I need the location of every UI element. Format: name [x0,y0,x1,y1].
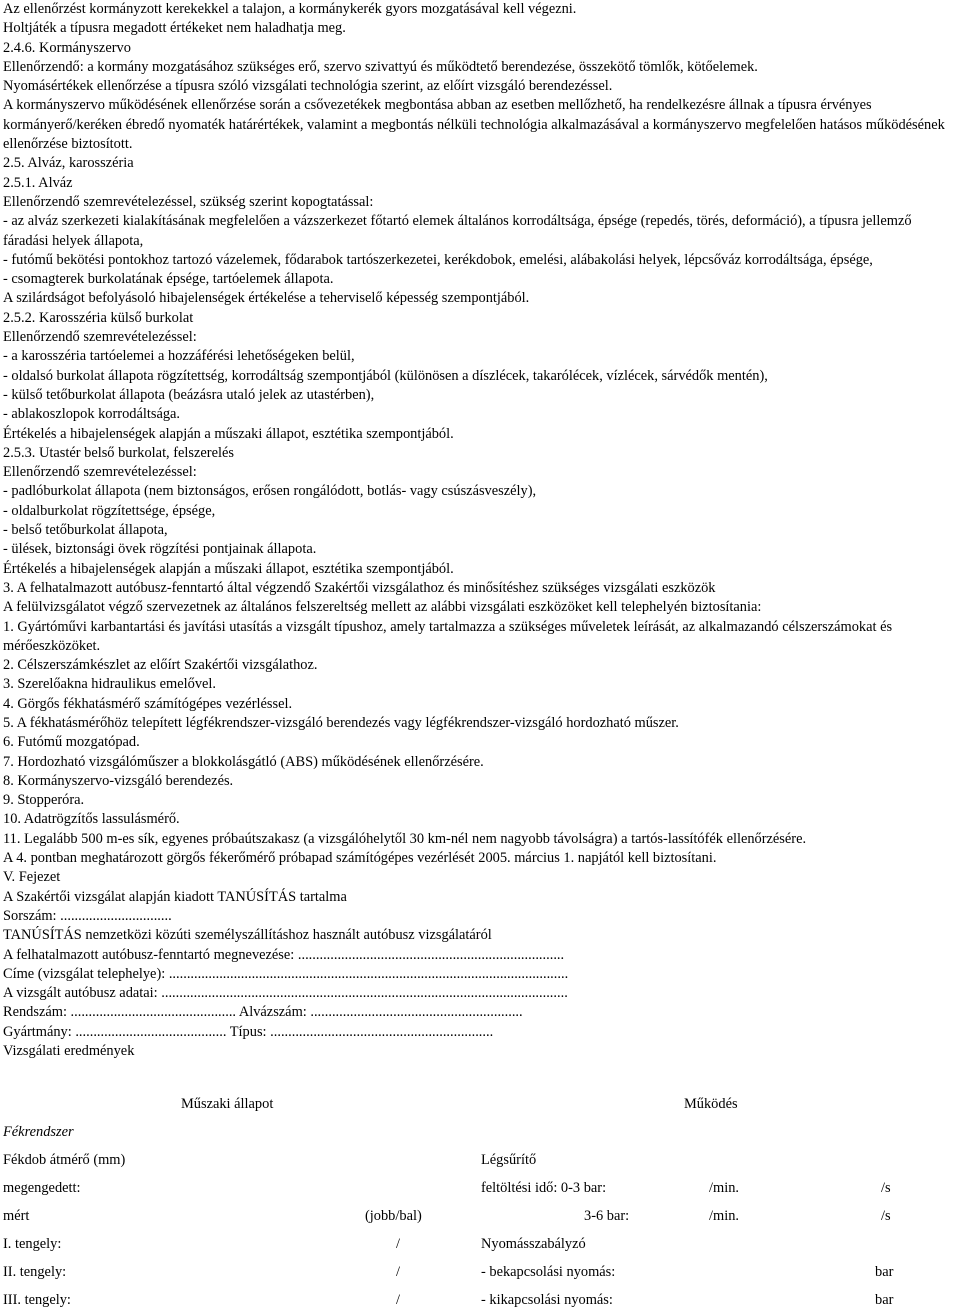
form-field-line: Címe (vizsgálat telephelye): ............................................................................................................... [3,965,569,982]
list-item: - oldalburkolat rögzítettsége, épsége, [3,502,216,519]
text-line: Sorszám: ............................... [3,907,172,924]
table-cell: bar [875,1264,894,1280]
text-line: Ellenőrzendő szemrevételezéssel, szükség szerint kopogtatással: [3,193,374,210]
section-heading: 2.5. Alváz, karosszéria [3,155,134,172]
list-item: 6. Futómű mozgatópad. [3,734,140,751]
text-line: A szilárdságot befolyásoló hibajelenségek értékelése a teherviselő képesség szempontjából. [3,290,530,307]
table-cell: /min. [709,1180,739,1196]
form-field-line: Gyártmány: .......................................... Típus: .............................................................. [3,1023,494,1040]
section-heading: 3. A felhatalmazott autóbusz-fenntartó által végzendő Szakértői vizsgálathoz és minősítéshez szükséges vizsgálati eszközök [3,579,716,596]
table-cell: / [396,1292,400,1308]
section-heading: 2.5.3. Utastér belső burkolat, felszerelés [3,444,234,461]
table-cell: Fékdob átmérő (mm) [3,1152,126,1168]
text-line: Az ellenőrzést kormányzott kerekekkel a talajon, a kormánykerék gyors mozgatásával kell végezni. [3,1,577,17]
list-item: 11. Legalább 500 m-es sík, egyenes próbaútszakasz (a vizsgálóhelytől 30 km-nél nem nagyobb távolságra) a tartós-lassítófék ellenőrzésére. [3,830,807,847]
text-line: Értékelés a hibajelenségek alapján a műszaki állapot, esztétika szempontjából. [3,560,454,577]
list-item: 2. Célszerszámkészlet az előírt Szakértői vizsgálathoz. [3,657,318,674]
list-item: - az alváz szerkezeti kialakításának megfelelően a vázszerkezet főtartó elemek általános korrodáltsága, épsége (repedés, törés, deformáció), a típusra jellemző fáradási helyek állapota, [3,213,912,249]
table-cell: feltöltési idő: 0-3 bar: [481,1180,607,1196]
text-line: Nyomásértékek ellenőrzése a típusra szóló vizsgálati technológia szerint, az előírt vizsgáló berendezéssel. [3,78,613,95]
table-cell: II. tengely: [3,1264,67,1280]
section-heading: 2.4.6. Kormányszervo [3,39,131,56]
section-heading: 2.5.2. Karosszéria külső burkolat [3,309,194,326]
list-item: - ülések, biztonsági övek rögzítési pontjainak állapota. [3,541,317,558]
text-line: Holtjáték a típusra megadott értékeket nem haladhatja meg. [3,20,346,37]
table-cell: III. tengely: [3,1292,71,1308]
text-paragraph: A kormányszervo működésének ellenőrzése során a csővezetékek megbontása abban az esetben mellőzhető, ha rendelkezésre állnak a típusra érvényes kormányerő/keréken ébredő nyomaték határértékek, valamint a megbontás nélküli technológia alkalmazásával a kormányszervo megfelelően hatásos működésének ellenőrzése biztosított. [3,97,945,153]
list-item: 3. Szerelőakna hidraulikus emelővel. [3,676,216,693]
text-line: Értékelés a hibajelenségek alapján a műszaki állapot, esztétika szempontjából. [3,425,454,442]
list-item: A 4. pontban meghatározott görgős fékerőmérő próbapad számítógépes vezérlését 2005. március 1. napjától kell biztosítani. [3,850,717,867]
results-table [0,1092,960,1310]
text-line: Ellenőrzendő: a kormány mozgatásához szükséges erő, szervo szivattyú és működtető berendezése, összekötő tömlők, kötőelemek. [3,58,758,75]
text-line: Ellenőrzendő szemrevételezéssel: [3,329,197,346]
list-item: - külső tetőburkolat állapota (beázásra utaló jelek az utastérben), [3,386,375,403]
section-label-brakes: Fékrendszer [3,1124,74,1140]
table-cell: (jobb/bal) [365,1208,422,1224]
table-cell: /min. [709,1208,739,1224]
list-item: - padlóburkolat állapota (nem biztonságos, erősen rongálódott, botlás- vagy csúszásveszély), [3,483,537,500]
form-field-line: Vizsgálati eredmények [3,1043,135,1060]
list-item: 9. Stopperóra. [3,792,85,809]
list-item: - oldalsó burkolat állapota rögzítettség, korrodáltság szempontjából (különösen a díszlécek, takarólécek, vízlécek, sárvédők mentén), [3,367,768,384]
form-field-line: A vizsgált autóbusz adatai: ................................................................................................................. [3,985,568,1002]
document-body [3,0,957,1061]
table-cell: - kikapcsolási nyomás: [481,1292,613,1308]
column-header-operation: Működés [684,1096,738,1112]
list-item: 1. Gyártóművi karbantartási és javítási utasítás a vizsgált típushoz, amely tartalmazza a szükséges műveletek leírását, az alkalmazandó célszerszámokat és mérőeszközöket. [3,618,893,654]
table-cell: Légsűrítő [481,1152,537,1168]
form-field-line: Rendszám: .............................................. Alvázszám: ........................................................... [3,1004,523,1021]
list-item: 7. Hordozható vizsgálóműszer a blokkolásgátló (ABS) működésének ellenőrzésére. [3,753,484,770]
table-cell: Nyomásszabályzó [481,1236,586,1252]
table-cell: /s [881,1180,891,1196]
column-header-condition: Műszaki állapot [181,1096,274,1112]
table-cell: / [396,1236,400,1252]
list-item: - ablakoszlopok korrodáltsága. [3,406,181,423]
table-cell: / [396,1264,400,1280]
form-title: A felhatalmazott autóbusz-fenntartó megnevezése: .......................................................................... [3,946,565,963]
list-item: - belső tetőburkolat állapota, [3,522,168,539]
table-cell: megengedett: [3,1180,81,1196]
table-cell: 3-6 bar: [584,1208,630,1224]
table-cell: bar [875,1292,894,1308]
table-cell: - bekapcsolási nyomás: [481,1264,616,1280]
section-heading: 2.5.1. Alváz [3,174,73,191]
list-item: - futómű bekötési pontokhoz tartozó vázelemek, fődarabok tartószerkezetei, kerékdobok, emelési, alábakolási helyek, lépcsőváz korrodáltsága, épsége, [3,251,873,268]
form-field-line: TANÚSÍTÁS nemzetközi közúti személyszállításhoz használt autóbusz vizsgálatáról [3,927,492,944]
table-cell: /s [881,1208,891,1224]
text-line: A felülvizsgálatot végző szervezetnek az általános felszereltség mellett az alábbi vizsgálati eszközöket kell telephelyén biztosítania: [3,599,762,616]
table-cell: I. tengely: [3,1236,62,1252]
text-line: Ellenőrzendő szemrevételezéssel: [3,464,197,481]
chapter-heading: A Szakértői vizsgálat alapján kiadott TANÚSÍTÁS tartalma [3,888,347,905]
list-item: 5. A fékhatásmérőhöz telepített légfékrendszer-vizsgáló berendezés vagy légfékrendszer-vizsgáló hordozható műszer. [3,714,679,731]
list-item: - a karosszéria tartóelemei a hozzáférési lehetőségeken belül, [3,348,355,365]
list-item: 10. Adatrögzítős lassulásmérő. [3,811,180,828]
text-line: V. Fejezet [3,869,61,886]
list-item: 8. Kormányszervo-vizsgáló berendezés. [3,772,234,789]
list-item: 4. Görgős fékhatásmérő számítógépes vezérléssel. [3,695,293,712]
table-cell: mért [3,1208,30,1224]
list-item: - csomagterek burkolatának épsége, tartóelemek állapota. [3,271,334,288]
